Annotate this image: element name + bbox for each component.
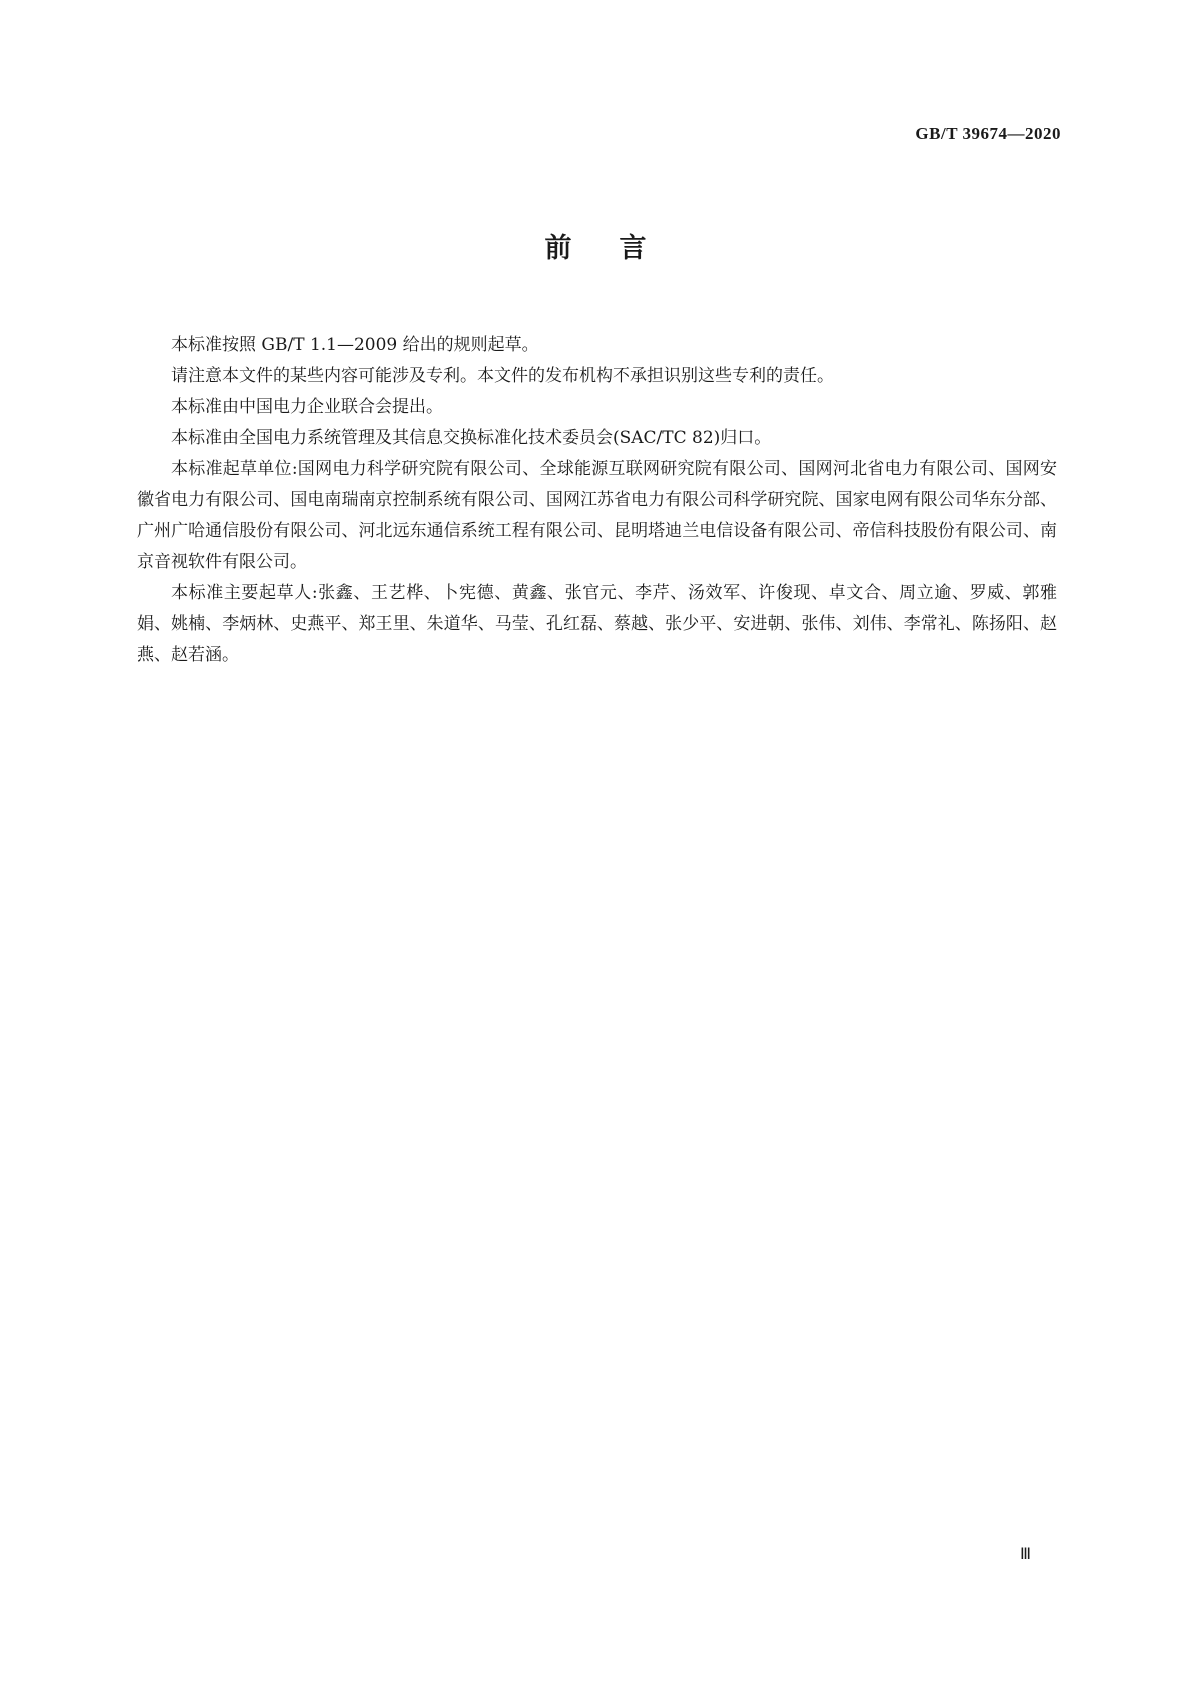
paragraph-drafting-rules: 本标准按照 GB/T 1.1—2009 给出的规则起草。	[171, 335, 539, 355]
document-body	[137, 330, 1057, 671]
page-number: Ⅲ	[1019, 1546, 1032, 1563]
paragraph-drafting-units: 本标准起草单位:国网电力科学研究院有限公司、全球能源互联网研究院有限公司、国网河北省电力有限公司、国网安徽省电力有限公司、国电南瑞南京控制系统有限公司、国网江苏省电力有限公司科学研究院、国家电网有限公司华东分部、广州广哈通信股份有限公司、河北远东通信系统工程有限公司、昆明塔迪兰电信设备有限公司、帝信科技股份有限公司、南京音视软件有限公司。	[137, 459, 1057, 572]
paragraph-proposer: 本标准由中国电力企业联合会提出。	[171, 397, 443, 417]
paragraph-committee: 本标准由全国电力系统管理及其信息交换标准化技术委员会(SAC/TC 82)归口。	[171, 428, 772, 448]
standard-number: GB/T 39674—2020	[915, 124, 1061, 143]
paragraph-patent-notice: 请注意本文件的某些内容可能涉及专利。本文件的发布机构不承担识别这些专利的责任。	[171, 366, 834, 386]
paragraph-drafters: 本标准主要起草人:张鑫、王艺桦、卜宪德、黄鑫、张官元、李芹、汤效军、许俊现、卓文合、周立逾、罗威、郭雅娟、姚楠、李炳林、史燕平、郑王里、朱道华、马莹、孔红磊、蔡越、张少平、安进朝、张伟、刘伟、李常礼、陈扬阳、赵燕、赵若涵。	[137, 583, 1057, 665]
page-title: 前言	[544, 233, 695, 264]
